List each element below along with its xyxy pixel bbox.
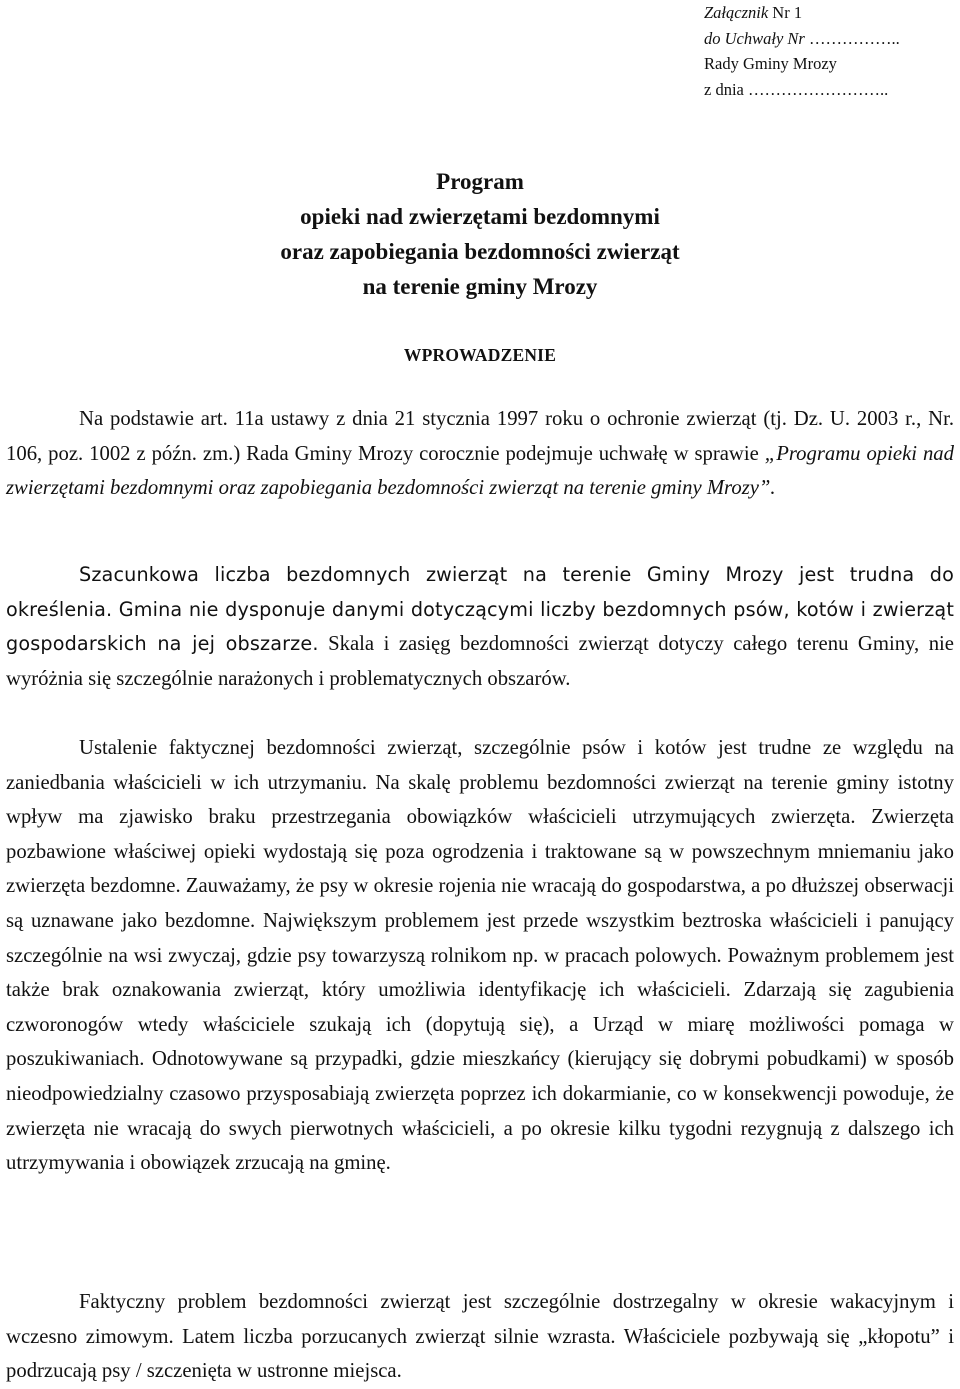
program-title-italic: „Programu opieki nad zwierzętami bezdomnymi oraz zapobiegania bezdomności zwierząt na terenie gminy Mrozy”. bbox=[6, 442, 954, 500]
paragraph-1-text: Na podstawie art. 11a ustawy z dnia 21 stycznia 1997 roku o ochronie zwierząt (tj. Dz. U. 2003 r., Nr. 106, poz. 1002 z późn. zm.) Rada Gminy Mrozy corocznie podejmuje uchwałę w sprawie bbox=[6, 408, 954, 465]
section-heading: WPROWADZENIE bbox=[403, 345, 557, 365]
paragraph-seasonality bbox=[6, 1285, 954, 1389]
attachment-label: Załącznik bbox=[704, 3, 769, 22]
paragraph-4-text: Faktyczny problem bezdomności zwierząt jest szczególnie dostrzegalny w okresie wakacyjnym i wczesno zimowym. Latem liczba porzucanych zwierząt silnie wzrasta. Właściciele pozbywają się „kłopotu” i podrzucają psy / szczenięta w ustronne miejsca. bbox=[6, 1291, 954, 1383]
resolution-date: z dnia …………………….. bbox=[704, 79, 889, 99]
paragraph-2-serif-text: Skala i zasięg bezdomności zwierząt dotyczy całego terenu Gminy, nie wyróżnia się szczególnie narażonych i problematycznych obszarów. bbox=[6, 633, 954, 690]
attachment-note bbox=[704, 0, 954, 102]
title-line-2: opieki nad zwierzętami bezdomnymi bbox=[300, 204, 660, 229]
attachment-line-2 bbox=[704, 26, 954, 52]
title-line-3: oraz zapobiegania bezdomności zwierząt bbox=[280, 239, 680, 264]
paragraph-causes bbox=[6, 731, 954, 1181]
title-line-4: na terenie gminy Mrozy bbox=[362, 274, 598, 299]
paragraph-2-sans-text: Szacunkowa liczba bezdomnych zwierząt na terenie Gminy Mrozy jest trudna do określenia. Gmina nie dysponuje danymi dotyczącymi liczby bezdomnych psów, kotów i zwierząt gospodarskich na jej obszarze. bbox=[6, 563, 954, 656]
council-name: Rady Gminy Mrozy bbox=[704, 54, 837, 73]
paragraph-estimate bbox=[6, 558, 954, 696]
attachment-number: Nr 1 bbox=[768, 3, 803, 22]
title-line-1: Program bbox=[436, 169, 524, 194]
document-title bbox=[0, 164, 960, 304]
attachment-line-1 bbox=[704, 0, 954, 26]
resolution-label: do Uchwały Nr bbox=[704, 28, 805, 48]
paragraph-3-text: Ustalenie faktycznej bezdomności zwierząt, szczególnie psów i kotów jest trudne ze względu na zaniedbania właścicieli w ich utrzymaniu. Na skalę problemu bezdomności zwierząt na terenie gminy istotny wpływ ma zjawisko braku przestrzegania obowiązków właścicieli utrzymujących zwierzęta. Zwierzęta pozbawione właściwej opieki wydostają się poza ogrodzenia i traktowane są w powszechnym mniemaniu jako zwierzęta bezdomne. Zauważamy, że psy w okresie rojenia nie wracają do gospodarstwa, a po dłuższej obserwacji są uznawane jako bezdomne. Największym problemem jest przede wszystkim beztroska właścicieli i panujący szczególnie na wsi zwyczaj, gdzie psy towarzyszą rolnikom np. w pracach polowych. Poważnym problemem jest także brak oznakowania zwierząt, który umożliwia identyfikację ich właścicieli. Zdarzają się zagubienia czworonogów wtedy właściciele szukają ich (dopytują się), a Urząd w miarę możliwości pomaga w poszukiwaniach. Odnotowywane są przypadki, gdzie mieszkańcy (kierujący się dobrymi pobudkami) w sposób nieodpowiedzialny czasowo przysposabiają zwierzęta poprzez ich dokarmianie, co w konsekwencji powoduje, że zwierzęta nie wracają do swych pierwotnych właścicieli, a po okresie kilku tygodni rezygnują z dalszego ich utrzymywania i obowiązek zrzucają na gminę. bbox=[6, 737, 954, 1175]
resolution-number: …………….. bbox=[804, 28, 900, 48]
paragraph-legal-basis bbox=[6, 402, 954, 506]
